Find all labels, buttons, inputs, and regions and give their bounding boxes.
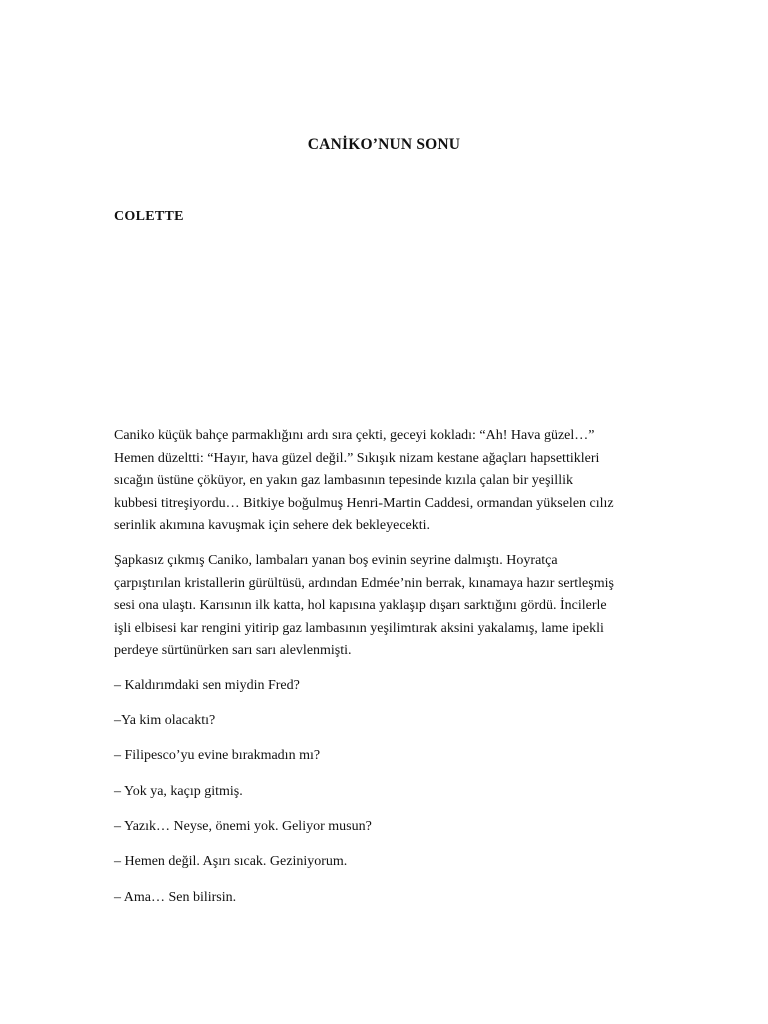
document-title: CANİKO’NUN SONU: [307, 136, 461, 153]
paragraph-line: serinlik akımına kavuşmak için sehere dek bekleyecekti.: [114, 518, 431, 533]
paragraph-line: işli elbisesi kar rengini yitirip gaz lambasının yeşilimtırak aksini yakalamış, lame ipekli: [114, 620, 604, 636]
dialogue-line: – Ama… Sen bilirsin.: [114, 890, 237, 905]
dialogue-line: – Filipesco’yu evine bırakmadın mı?: [114, 748, 321, 763]
paragraph-2: [114, 550, 654, 663]
paragraph-1: [114, 425, 654, 538]
paragraph-line: Hemen düzeltti: “Hayır, hava güzel değil.” Sıkışık nizam kestane ağaçları hapsettikleri: [114, 450, 600, 466]
paragraph-line: çarpıştırılan kristallerin gürültüsü, ardından Edmée’nin berrak, kınamaya hazır sertleşmiş: [114, 575, 614, 591]
dialogue-line: – Hemen değil. Aşırı sıcak. Geziniyorum.: [114, 854, 348, 869]
paragraph-line: Caniko küçük bahçe parmaklığını ardı sıra çekti, geceyi kokladı: “Ah! Hava güzel…”: [114, 428, 595, 443]
dialogue-line: – Yok ya, kaçıp gitmiş.: [114, 784, 243, 799]
paragraph-line: kubbesi titreşiyordu… Bitkiye boğulmuş Henri-Martin Caddesi, ormandan yükselen cılız: [114, 495, 614, 511]
paragraph-line: sesi ona ulaştı. Karısının ilk katta, hol kapısına yaklaşıp dışarı sarktığını gördü. İncilerle: [114, 598, 607, 613]
paragraph-line: perdeye sürtünürken sarı sarı alevlenmişti.: [114, 643, 352, 658]
dialogue-line: – Yazık… Neyse, önemi yok. Geliyor musun?: [114, 819, 372, 834]
dialogue-line: – Kaldırımdaki sen miydin Fred?: [114, 678, 300, 693]
paragraph-line: sıcağın üstüne çöküyor, en yakın gaz lambasının tepesinde kızıla çalan bir yeşillik: [114, 473, 573, 488]
author-name: COLETTE: [114, 209, 184, 224]
dialogue-line: –Ya kim olacaktı?: [114, 713, 216, 728]
paragraph-line: Şapkasız çıkmış Caniko, lambaları yanan boş evinin seyrine dalmıştı. Hoyratça: [114, 553, 558, 568]
